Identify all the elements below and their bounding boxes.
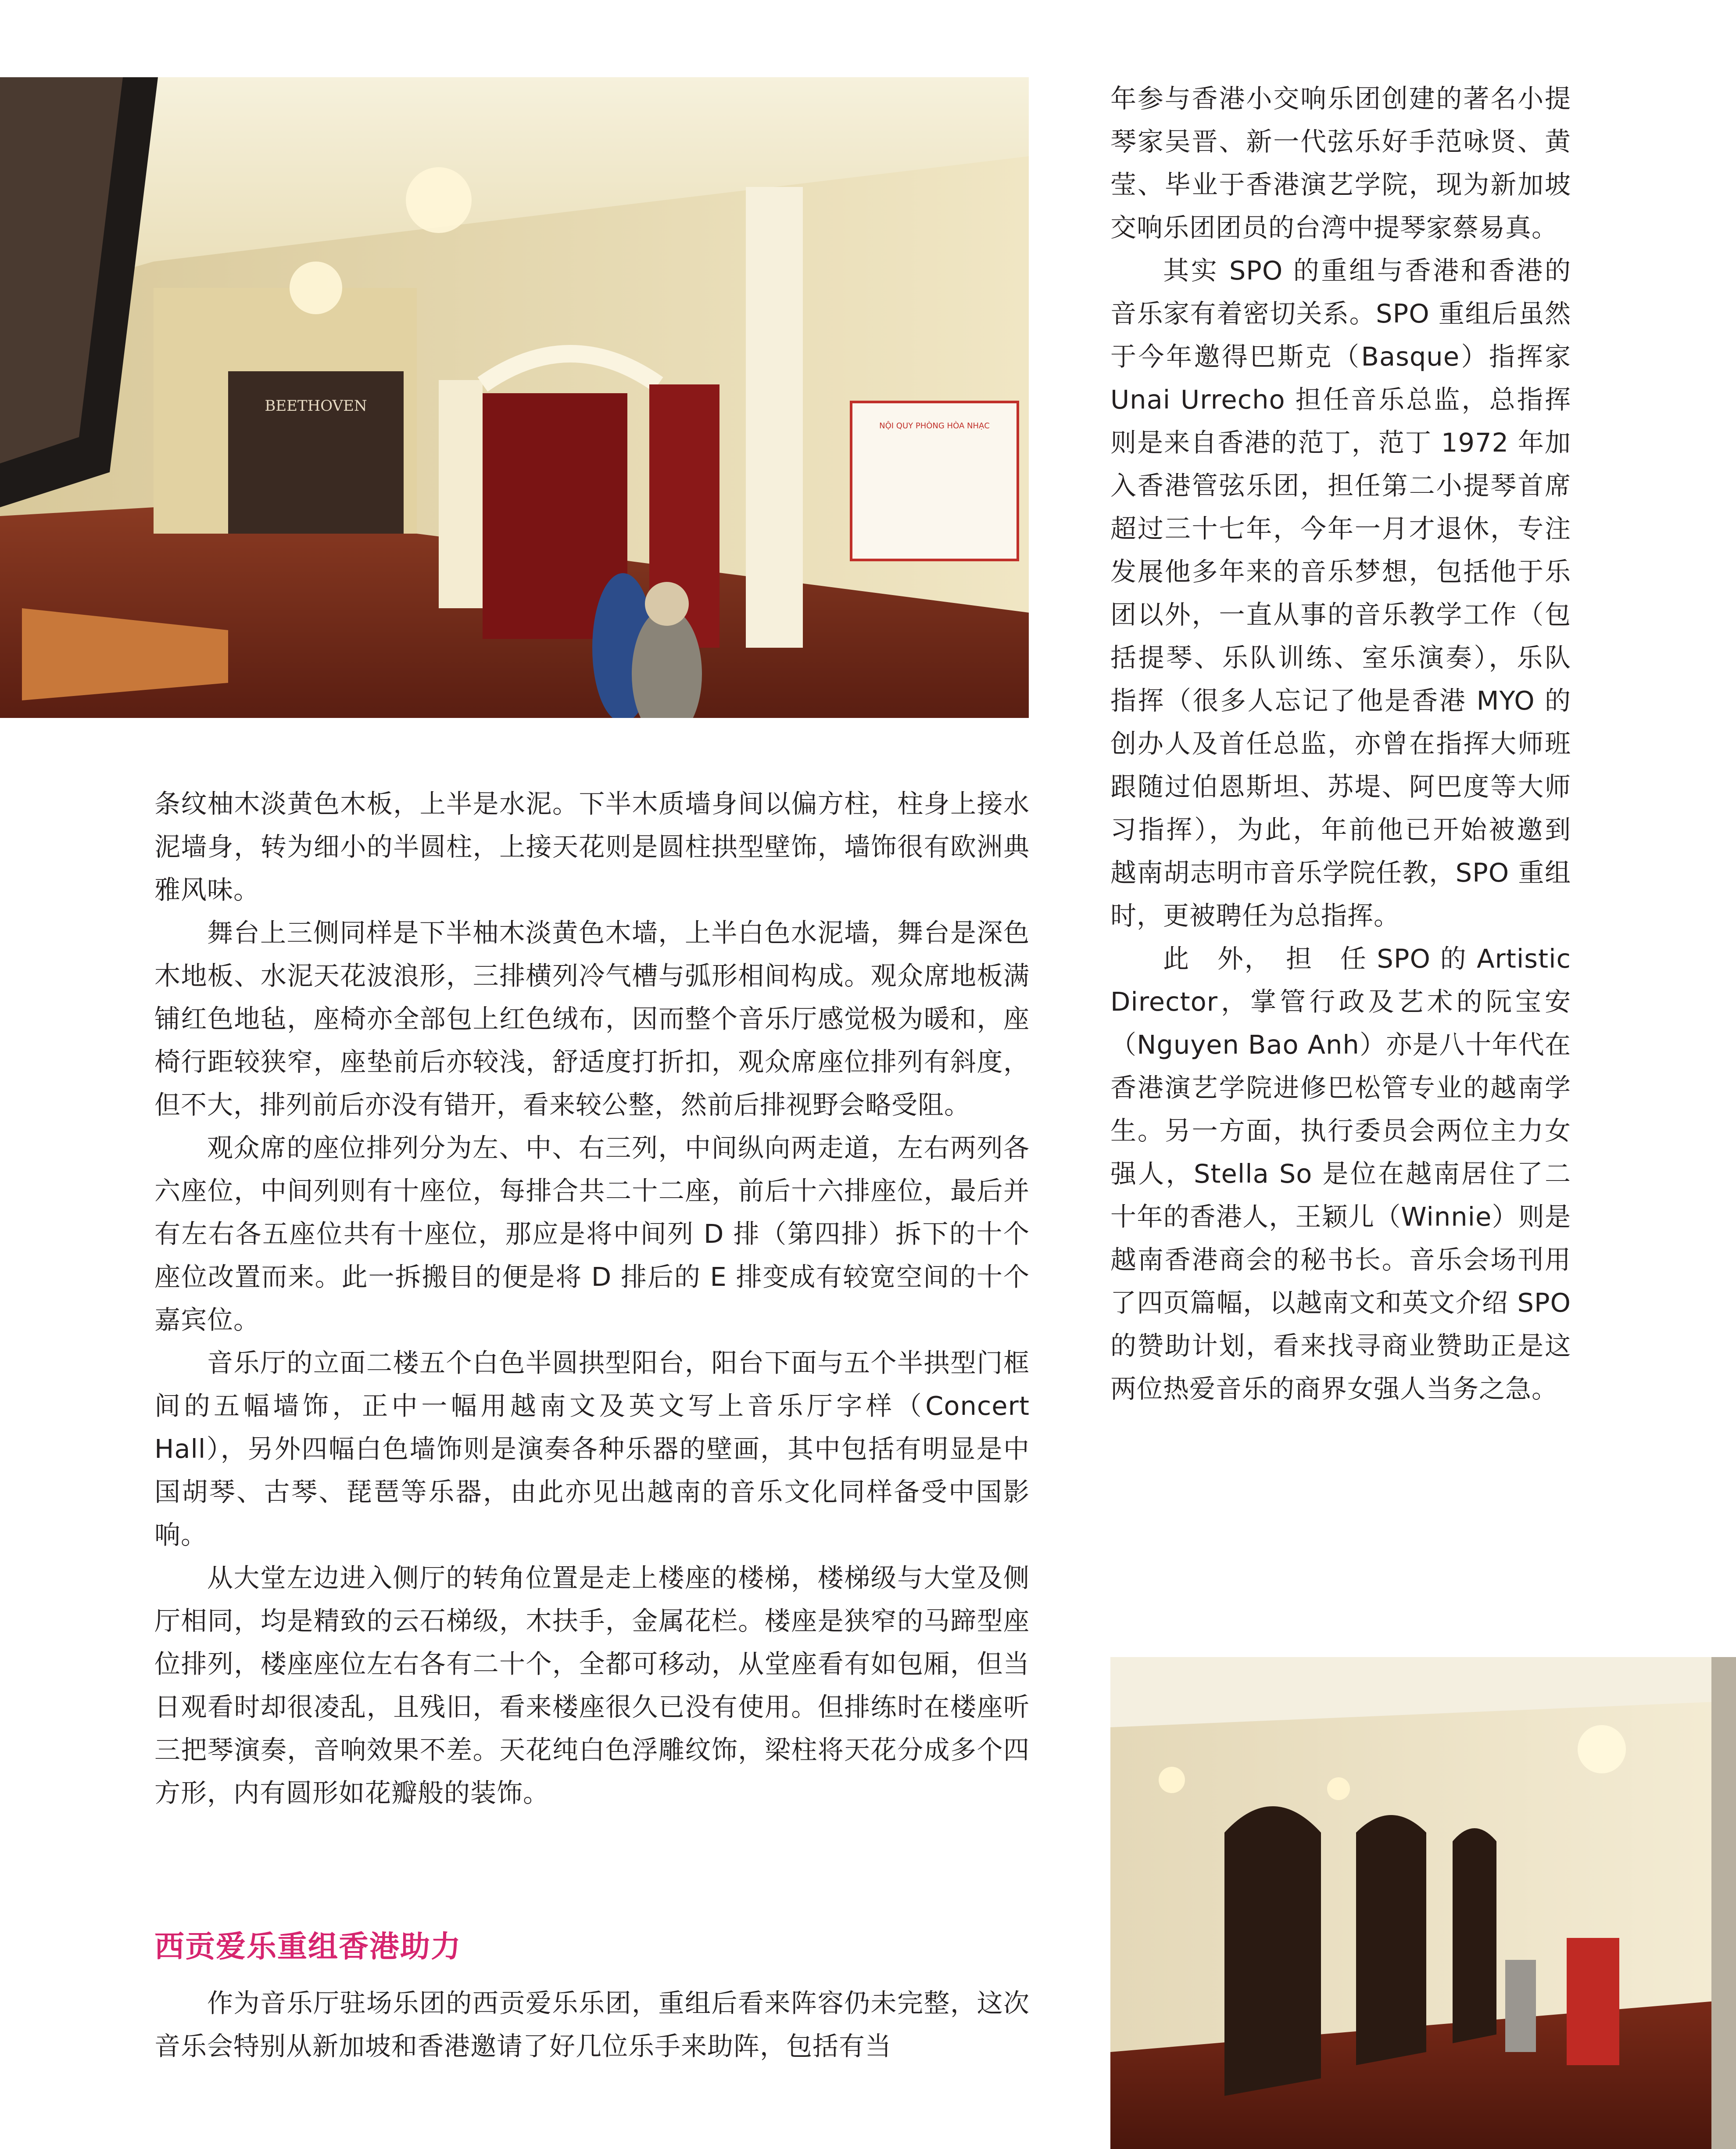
poster-title: BEETHOVEN [265, 397, 367, 415]
article-paragraph: 从大堂左边进入侧厅的转角位置是走上楼座的楼梯，楼梯级与大堂及侧厅相同，均是精致的云石梯级，木扶手，金属花栏。楼座是狭窄的马蹄型座位排列，楼座座位左右各有二十个，全都可移动，从堂座看有如包厢，但当日观看时却很凌乱，且残旧，看来楼座很久已没有使用。但排练时在楼座听三把琴演奏，音响效果不差。天花纯白色浮雕纹饰，梁柱将天花分成多个四方形，内有圆形如花瓣般的装饰。 [154, 1563, 1030, 1808]
foyer-photo [0, 77, 1029, 718]
article-paragraph: 音乐厅的立面二楼五个白色半圆拱型阳台，阳台下面与五个半拱型门框间的五幅墙饰，正中一幅用越南文及英文写上音乐厅字样（Concert Hall），另外四幅白色墙饰则是演奏各种乐器的壁画，其中包括有明显是中国胡琴、古琴、琵琶等乐器，由此亦见出越南的音乐文化同样备受中国影响。 [154, 1348, 1030, 1550]
section-heading: 西贡爱乐重组香港助力 [154, 1930, 462, 1964]
chandelier [1578, 1725, 1626, 1773]
article-left-column-continued [154, 1982, 1030, 2068]
article-paragraph: 舞台上三侧同样是下半柚木淡黄色木墙，上半白色水泥墙，舞台是深色木地板、水泥天花波浪形，三排横列冷气槽与弧形相间构成。观众席地板满铺红色地毡，座椅亦全部包上红色绒布，因而整个音乐厅感觉极为暖和，座椅行距较狭窄，座垫前后亦较浅，舒适度打折扣，观众席座位排列有斜度，但不大，排列前后亦没有错开，看来较公整，然前后排视野会略受阻。 [154, 918, 1030, 1120]
hallway-photo [1110, 1657, 1736, 2149]
article-paragraph: 观众席的座位排列分为左、中、右三列，中间纵向两走道，左右两列各六座位，中间列则有十座位，每排合共二十二座，前后十六排座位，最后并有左右各五座位共有十座位，那应是将中间列 D 排（第四排）拆下的十个座位改置而来。此一拆搬目的便是将 D 排后的 E 排变成有较宽空间的十个嘉宾位。 [154, 1133, 1030, 1335]
arched-door [1224, 1806, 1321, 2096]
beethoven-poster [228, 371, 404, 534]
article-left-column [154, 782, 1030, 1815]
article-right-column [1110, 77, 1571, 1410]
chandelier [406, 167, 472, 233]
article-paragraph: 作为音乐厅驻场乐团的西贡爱乐乐团，重组后看来阵容仍未完整，这次音乐会特别从新加坡和香港邀请了好几位乐手来助阵，包括有当 [154, 1988, 1030, 2061]
notice-title: NỘI QUY PHÒNG HÒA NHẠC [879, 421, 990, 431]
article-paragraph: 年参与香港小交响乐团创建的著名小提琴家吴晋、新一代弦乐好手范咏贤、黄莹、毕业于香港演艺学院，现为新加坡交响乐团团员的台湾中提琴家蔡易真。 [1110, 83, 1571, 243]
article-paragraph: 其实 SPO 的重组与香港和香港的音乐家有着密切关系。SPO 重组后虽然于今年邀得巴斯克（Basque）指挥家 Unai Urrecho 担任音乐总监，总指挥则是来自香港的范丁，范丁 1972 年加入香港管弦乐团，担任第二小提琴首席超过三十七年，今年一月才退休，专注发展他多年来的音乐梦想，包括他于乐团以外，一直从事的音乐教学工作（包括提琴、乐队训练、室乐演奏），乐队指挥（很多人忘记了他是香港 MYO 的创办人及首任总监，亦曾在指挥大师班跟随过伯恩斯坦、苏堤、阿巴度等大师习指挥），为此，年前他已开始被邀到越南胡志明市音乐学院任教，SPO 重组时，更被聘任为总指挥。 [1110, 255, 1571, 931]
article-paragraph: 此 外， 担 任 SPO 的 Artistic Director，掌管行政及艺术的阮宝安（Nguyen Bao Anh）亦是八十年代在香港演艺学院进修巴松管专业的越南学生。另一方面，执行委员会两位主力女强人，Stella So 是位在越南居住了二十年的香港人，王颖儿（Winnie）则是越南香港商会的秘书长。音乐会场刊用了四页篇幅，以越南文和英文介绍 SPO 的赞助计划，看来找寻商业赞助正是这两位热爱音乐的商界女强人当务之急。 [1110, 944, 1571, 1404]
article-paragraph: 条纹柚木淡黄色木板，上半是水泥。下半木质墙身间以偏方柱，柱身上接水泥墙身，转为细小的半圆柱，上接天花则是圆柱拱型壁饰，墙饰很有欧洲典雅风味。 [154, 789, 1030, 905]
